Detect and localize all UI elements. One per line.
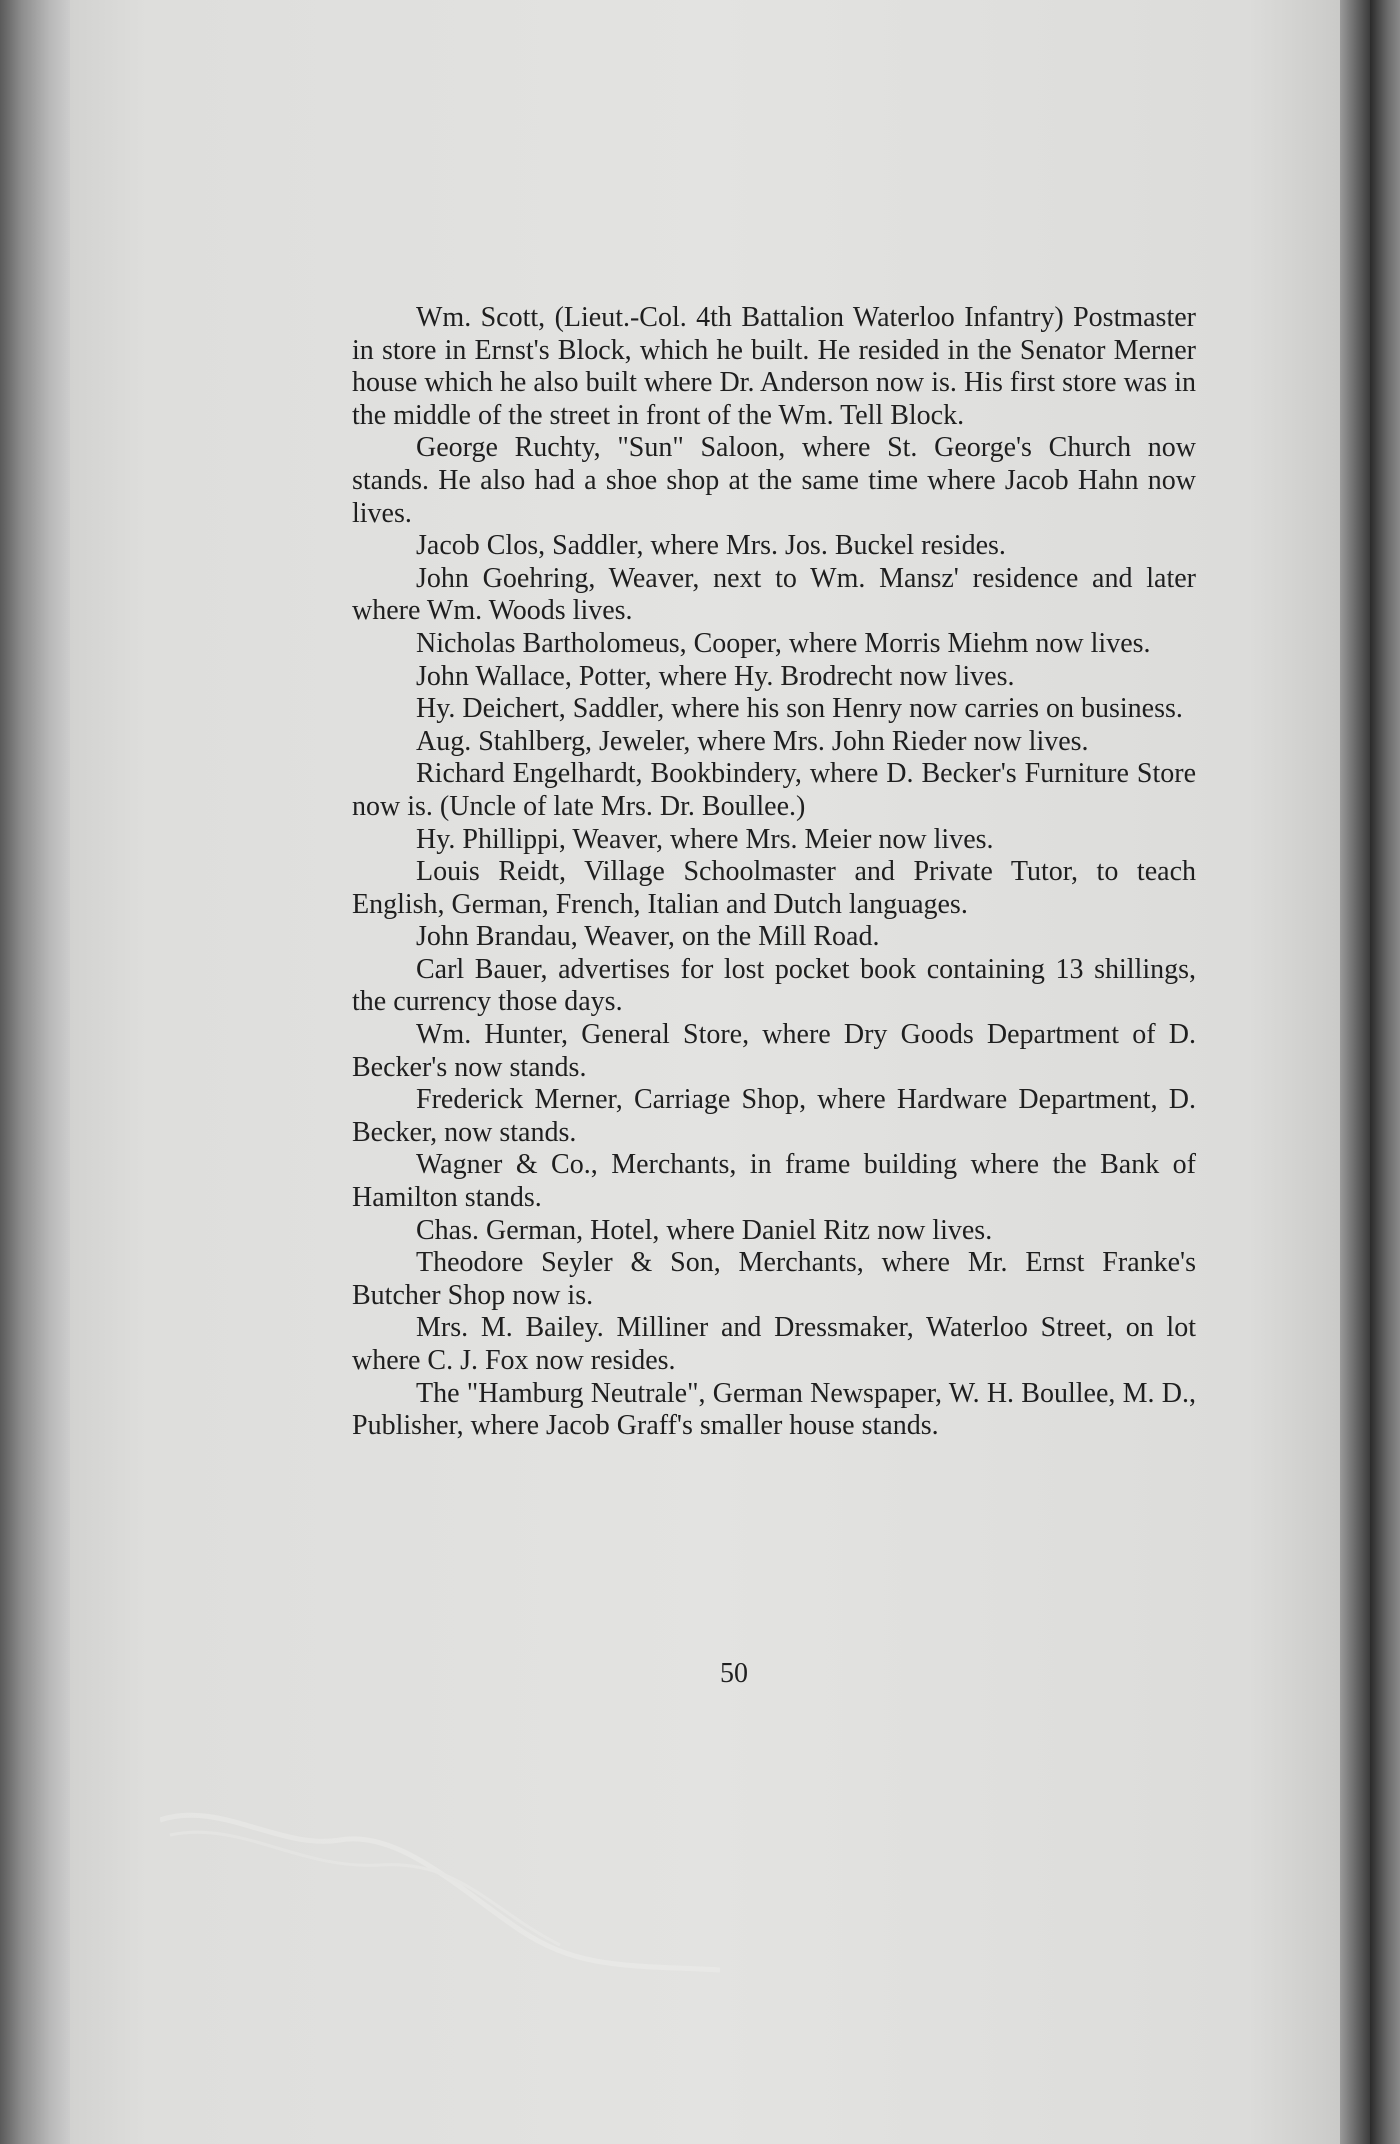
body-text bbox=[352, 302, 1196, 1443]
page-number: 50 bbox=[720, 1658, 748, 1689]
paragraph: George Ruchty, "Sun" Saloon, where St. George's Church now stands. He also had a shoe shop at the same time where Jacob Hahn now lives. bbox=[352, 432, 1196, 529]
paragraph: Hy. Phillippi, Weaver, where Mrs. Meier now lives. bbox=[416, 823, 994, 855]
paragraph: Wagner & Co., Merchants, in frame building where the Bank of Hamilton stands. bbox=[352, 1149, 1196, 1214]
scan-smudge-mark bbox=[160, 1780, 720, 1980]
paragraph: John Wallace, Potter, where Hy. Brodrecht now lives. bbox=[416, 660, 1015, 692]
paragraph: The "Hamburg Neutrale", German Newspaper, W. H. Boullee, M. D., Publisher, where Jacob Graff's smaller house stands. bbox=[352, 1377, 1196, 1442]
right-page-edge bbox=[1370, 0, 1400, 2144]
paragraph: John Brandau, Weaver, on the Mill Road. bbox=[416, 921, 880, 953]
paragraph: Jacob Clos, Saddler, where Mrs. Jos. Buckel resides. bbox=[416, 530, 1006, 562]
paragraph: Aug. Stahlberg, Jeweler, where Mrs. John Rieder now lives. bbox=[416, 725, 1089, 757]
paragraph: Carl Bauer, advertises for lost pocket book containing 13 shillings, the currency those days. bbox=[352, 953, 1196, 1018]
page-gutter-shadow bbox=[1340, 0, 1370, 2144]
paragraph: Hy. Deichert, Saddler, where his son Henry now carries on business. bbox=[416, 693, 1183, 725]
left-page-edge bbox=[0, 0, 72, 2144]
paragraph: John Goehring, Weaver, next to Wm. Mansz' residence and later where Wm. Woods lives. bbox=[352, 562, 1196, 627]
paragraph: Mrs. M. Bailey. Milliner and Dressmaker, Waterloo Street, on lot where C. J. Fox now resides. bbox=[352, 1312, 1196, 1376]
paragraph: Richard Engelhardt, Bookbindery, where D. Becker's Furniture Store now is. (Uncle of late Mrs. Dr. Boullee.) bbox=[352, 758, 1196, 822]
paragraph: Chas. German, Hotel, where Daniel Ritz now lives. bbox=[416, 1214, 993, 1246]
paragraph: Frederick Merner, Carriage Shop, where Hardware Department, D. Becker, now stands. bbox=[352, 1084, 1196, 1148]
paragraph: Wm. Hunter, General Store, where Dry Goods Department of D. Becker's now stands. bbox=[352, 1019, 1196, 1083]
paragraph: Wm. Scott, (Lieut.-Col. 4th Battalion Waterloo Infantry) Postmaster in store in Ernst's Block, which he built. He resided in the Senator Merner house which he also built where Dr. Anderson now is. His first store was in the middle of the street in front of the Wm. Tell Block. bbox=[352, 302, 1196, 431]
paragraph: Theodore Seyler & Son, Merchants, where Mr. Ernst Franke's Butcher Shop now is. bbox=[352, 1247, 1196, 1311]
paragraph: Nicholas Bartholomeus, Cooper, where Morris Miehm now lives. bbox=[416, 627, 1151, 659]
paragraph: Louis Reidt, Village Schoolmaster and Private Tutor, to teach English, German, French, Italian and Dutch languages. bbox=[352, 856, 1196, 920]
